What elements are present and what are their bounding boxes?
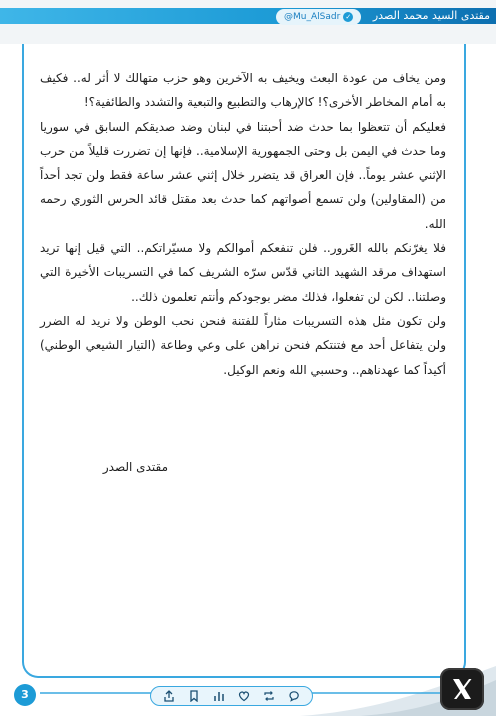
author-name: مقتدى السيد محمد الصدر [372,9,490,22]
share-icon[interactable] [162,689,176,703]
heart-icon[interactable] [237,689,251,703]
signature: مقتدى الصدر [102,460,168,474]
paragraph: فلا يغرّنكم بالله الغَرور.. فلن تنفعكم أموالكم ولا مسيّراتكم.. التي قيل إنها تريد استهداف مرقد الشهيد الثاني قدّس سرّه الشريف كما في التسريبات الأخيرة التي وصلتنا.. لكن لن تفعلوا، فذلك مضر بوجودكم وأنتم تعلمون ذلك.. [40,241,446,304]
bookmark-icon[interactable] [187,689,201,703]
verified-icon: ✓ [343,12,353,22]
signature-block [40,460,446,474]
comment-icon[interactable] [287,689,301,703]
bar-chart-icon[interactable] [212,689,226,703]
post-actions-toolbar [150,686,313,706]
account-handle: @Mu_AlSadr [284,12,341,22]
paragraph: ومن يخاف من عودة البعث ويخيف به الآخرين وهو حزب متهالك لا أثر له.. فكيف به أمام المخاطر الأخرى؟! كالإرهاب والتطبيع والتبعية والتشدد والطائفية؟! [40,71,446,110]
repost-icon[interactable] [262,689,276,703]
x-logo [440,668,484,710]
paragraph: فعليكم أن تتعظوا بما حدث ضد أحبتنا في لبنان وضد صديقكم السابق في سوريا وما حدث في اليمن بل وحتى الجمهورية الإسلامية.. فإنها إن تضررت قليلاً من حرب الإثني عشر يوماً.. فإن العراق قد يتضرر خلال إثني عشر ساعة فقط ولن تجد أحداً من (المقاولين) ولن تسمع أصواتهم كما حدث بعد مقتل قائد الحرس الثوري رحمه الله. [40,119,446,231]
statement-body [40,66,446,382]
page-number: 3 [14,684,36,706]
paragraph: ولن تكون مثل هذه التسريبات مثاراً للفتنة فنحن نحب الوطن ولا نريد له الضرر ولن يتفاعل أحد مع فتنتكم فنحن نراهن على وعي وطاعة (التيار الشيعي الوطني) أكيداً كما عهدناهم.. وحسبي الله ونعم الوكيل. [40,313,446,377]
